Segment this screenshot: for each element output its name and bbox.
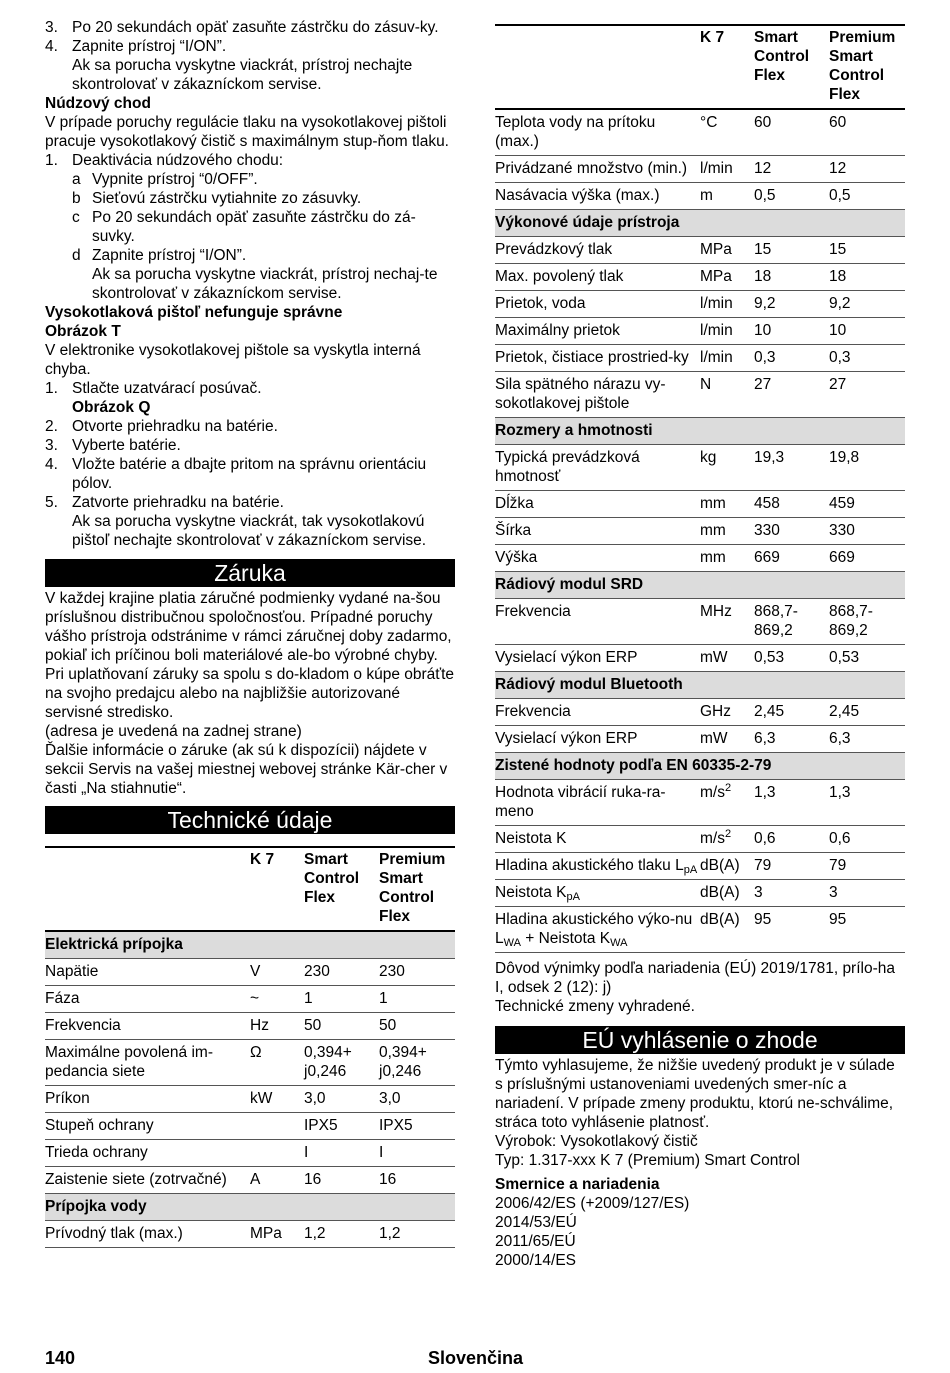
step-number: b — [72, 190, 81, 207]
step-number: c — [72, 209, 80, 226]
section-label: Rádiový modul SRD — [495, 572, 905, 599]
value-cell: 868,7- 869,2 — [829, 599, 905, 645]
list-item — [45, 18, 455, 37]
value-cell: IPX5 — [379, 1113, 455, 1140]
value-cell: 19,3 — [754, 445, 829, 491]
header-cell: K 7 — [700, 25, 754, 109]
param-cell: Frekvencia — [45, 1013, 250, 1040]
param-cell: Maximálne povolená im-pedancia siete — [45, 1040, 250, 1086]
step-number: 4. — [45, 456, 58, 473]
table-row — [495, 599, 905, 645]
value-cell: 18 — [829, 264, 905, 291]
param-cell: Hladina akustického tlaku $L_{pA}$ — [495, 853, 700, 880]
value-cell: 3,0 — [379, 1086, 455, 1113]
value-cell: 12 — [754, 156, 829, 183]
value-cell: 15 — [829, 237, 905, 264]
unit-cell: °C — [700, 109, 754, 156]
step-number: a — [72, 171, 81, 188]
value-cell: 669 — [829, 545, 905, 572]
table-row — [495, 445, 905, 491]
param-cell: Napätie — [45, 959, 250, 986]
directives-list — [495, 1194, 905, 1270]
table-section-row — [495, 753, 905, 780]
list-item — [45, 455, 455, 493]
unit-cell: $m/s^2$ — [700, 780, 754, 826]
value-cell: 1,2 — [379, 1221, 455, 1248]
value-cell: 458 — [754, 491, 829, 518]
param-cell: Neistota K — [495, 826, 700, 853]
value-cell: 15 — [754, 237, 829, 264]
table-section-row — [495, 572, 905, 599]
table-row — [45, 1040, 455, 1086]
list-item — [45, 37, 455, 56]
unit-cell: mW — [700, 645, 754, 672]
value-cell: 1,3 — [754, 780, 829, 826]
gun-text: V elektronike vysokotlakovej pištole sa vyskytla interná chyba. — [45, 342, 421, 378]
table-row — [495, 318, 905, 345]
value-cell: 9,2 — [829, 291, 905, 318]
value-cell: 12 — [829, 156, 905, 183]
header-cell: Smart Control Flex — [304, 847, 379, 931]
unit-cell: l/min — [700, 291, 754, 318]
step-number: 3. — [45, 437, 58, 454]
param-cell: Trieda ochrany — [45, 1140, 250, 1167]
product-line: Výrobok: Vysokotlakový čistič — [495, 1133, 698, 1150]
table-section-row — [45, 931, 455, 959]
unit-cell: MPa — [700, 264, 754, 291]
tech-heading: Technické údaje — [45, 806, 455, 834]
value-cell: 27 — [754, 372, 829, 418]
step-number: 1. — [45, 152, 58, 169]
value-cell: 0,394+ j0,246 — [379, 1040, 455, 1086]
param-cell: Typická prevádzková hmotnosť — [495, 445, 700, 491]
table-section-row — [495, 210, 905, 237]
value-cell: 60 — [829, 109, 905, 156]
directive-item: 2000/14/ES — [495, 1252, 577, 1269]
value-cell: 3 — [829, 880, 905, 907]
header-cell: Smart Control Flex — [754, 25, 829, 109]
value-cell: 18 — [754, 264, 829, 291]
value-cell: 1,2 — [304, 1221, 379, 1248]
param-cell: Stupeň ochrany — [45, 1113, 250, 1140]
value-cell: 60 — [754, 109, 829, 156]
section-label: Elektrická prípojka — [45, 931, 455, 959]
emergency-title: Núdzový chod — [45, 95, 151, 112]
param-cell: Hladina akustického výko-nu $L_{WA}$ + Neistota $K_{WA}$ — [495, 907, 700, 953]
table-row — [495, 372, 905, 418]
unit-cell: kW — [250, 1086, 304, 1113]
value-cell: 6,3 — [754, 726, 829, 753]
param-cell: Príkon — [45, 1086, 250, 1113]
value-cell: 0,3 — [754, 345, 829, 372]
intro-note: Ak sa porucha vyskytne viackrát, prístroj nechajte skontrolovať v zákazníckom servise. — [72, 57, 413, 93]
table-row — [45, 1221, 455, 1248]
gun-figure-q-label: Obrázok Q — [72, 399, 151, 416]
emergency-note: Ak sa porucha vyskytne viackrát, prístroj nechaj-te skontrolovať v zákazníckom servise. — [92, 266, 438, 302]
table-row — [45, 1113, 455, 1140]
param-cell: Prívodný tlak (max.) — [45, 1221, 250, 1248]
eu-text: Týmto vyhlasujeme, že nižšie uvedený produkt je v súlade s príslušnými ustanoveniami uvedených smer-níc a nariadení. V prípade zmeny produktu, ktorú ne-schválime, stráca toto vyhlásenie platnosť. — [495, 1057, 895, 1131]
value-cell: 459 — [829, 491, 905, 518]
unit-cell: MPa — [700, 237, 754, 264]
unit-cell: m — [700, 183, 754, 210]
table-row — [45, 1140, 455, 1167]
value-cell: 0,5 — [829, 183, 905, 210]
value-cell: 95 — [829, 907, 905, 953]
table-row — [45, 1086, 455, 1113]
param-cell: Neistota $K_{pA}$ — [495, 880, 700, 907]
step-text: Vyberte batérie. — [72, 437, 181, 454]
step-number: 1. — [45, 380, 58, 397]
value-cell: 50 — [304, 1013, 379, 1040]
unit-cell: kg — [700, 445, 754, 491]
param-cell: Prietok, voda — [495, 291, 700, 318]
step-text: Stlačte uzatvárací posúvač. — [72, 380, 262, 397]
gun-steps — [45, 417, 455, 512]
intro-steps — [45, 18, 455, 56]
header-cell: K 7 — [250, 847, 304, 931]
table-row — [45, 1167, 455, 1194]
step-text: Vložte batérie a dbajte pritom na správnu orientáciu pólov. — [72, 456, 427, 492]
directive-item: 2006/42/ES (+2009/127/ES) — [495, 1195, 690, 1212]
changes-note: Technické zmeny vyhradené. — [495, 998, 695, 1015]
list-item — [45, 246, 455, 265]
value-cell: 27 — [829, 372, 905, 418]
exemption-note: Dôvod výnimky podľa nariadenia (EÚ) 2019/1781, prílo-ha I, odsek 2 (12): j) — [495, 960, 895, 996]
table-row — [495, 545, 905, 572]
value-cell: 868,7- 869,2 — [754, 599, 829, 645]
value-cell: 50 — [379, 1013, 455, 1040]
table-row — [495, 237, 905, 264]
table-row — [495, 880, 905, 907]
value-cell: I — [304, 1140, 379, 1167]
value-cell: 0,3 — [829, 345, 905, 372]
unit-cell: l/min — [700, 318, 754, 345]
unit-cell: Hz — [250, 1013, 304, 1040]
unit-cell: $m/s^2$ — [700, 826, 754, 853]
value-cell: IPX5 — [304, 1113, 379, 1140]
table-header-row — [495, 25, 905, 109]
unit-cell — [250, 1140, 304, 1167]
param-cell: Zaistenie siete (zotrvačné) — [45, 1167, 250, 1194]
value-cell: 230 — [379, 959, 455, 986]
emergency-substeps — [45, 170, 455, 265]
value-cell: 1,3 — [829, 780, 905, 826]
unit-cell: V — [250, 959, 304, 986]
param-cell: Privádzané množstvo (min.) — [495, 156, 700, 183]
param-cell: Dĺžka — [495, 491, 700, 518]
table-row — [495, 780, 905, 826]
gun-step-1 — [45, 379, 455, 398]
param-cell: Výška — [495, 545, 700, 572]
section-label: Rádiový modul Bluetooth — [495, 672, 905, 699]
param-cell: Fáza — [45, 986, 250, 1013]
step-number: 3. — [45, 19, 58, 36]
param-cell: Prietok, čistiace prostried-ky — [495, 345, 700, 372]
warranty-address-note: (adresa je uvedená na zadnej strane) — [45, 723, 302, 740]
value-cell: I — [379, 1140, 455, 1167]
value-cell: 95 — [754, 907, 829, 953]
value-cell: 10 — [829, 318, 905, 345]
section-label: Prípojka vody — [45, 1194, 455, 1221]
left-column — [45, 18, 455, 1248]
step-text: Po 20 sekundách opäť zasuňte zástrčku do zásuv-ky. — [72, 19, 439, 36]
param-cell: Nasávacia výška (max.) — [495, 183, 700, 210]
type-line: Typ: 1.317-xxx K 7 (Premium) Smart Control — [495, 1152, 800, 1169]
table-row — [495, 345, 905, 372]
step-text: Otvorte priehradku na batérie. — [72, 418, 278, 435]
page-number: 140 — [45, 1348, 76, 1368]
header-cell: Premium Smart Control Flex — [379, 847, 455, 931]
table-row — [495, 264, 905, 291]
table-row — [495, 907, 905, 953]
param-cell: Maximálny prietok — [495, 318, 700, 345]
table-row — [495, 291, 905, 318]
table-row — [45, 1013, 455, 1040]
param-cell: Šírka — [495, 518, 700, 545]
unit-cell: dB(A) — [700, 880, 754, 907]
value-cell: 0,6 — [829, 826, 905, 853]
value-cell: 0,5 — [754, 183, 829, 210]
directive-item: 2014/53/EÚ — [495, 1214, 577, 1231]
table-header-row — [45, 847, 455, 931]
value-cell: 330 — [829, 518, 905, 545]
list-item — [45, 436, 455, 455]
unit-cell: ~ — [250, 986, 304, 1013]
value-cell: 19,8 — [829, 445, 905, 491]
table-row — [495, 109, 905, 156]
list-item — [45, 417, 455, 436]
unit-cell: MHz — [700, 599, 754, 645]
value-cell: 1 — [379, 986, 455, 1013]
table-section-row — [495, 418, 905, 445]
table-row — [495, 518, 905, 545]
value-cell: 79 — [829, 853, 905, 880]
step-text: Zatvorte priehradku na batérie. — [72, 494, 284, 511]
section-label: Výkonové údaje prístroja — [495, 210, 905, 237]
unit-cell: GHz — [700, 699, 754, 726]
step-number: 2. — [45, 418, 58, 435]
table-section-row — [45, 1194, 455, 1221]
unit-cell: dB(A) — [700, 907, 754, 953]
tech-table-right — [495, 24, 905, 953]
value-cell: 3 — [754, 880, 829, 907]
step-text: Vypnite prístroj “0/OFF”. — [92, 171, 258, 188]
warranty-more-info: Ďalšie informácie o záruke (ak sú k dispozícii) nájdete v sekcii Servis na vašej miestnej webovej stránke Kär-cher v časti „Na stiahnutie“. — [45, 742, 448, 797]
eu-heading: EÚ vyhlásenie o zhode — [495, 1026, 905, 1054]
tech-table-left — [45, 846, 455, 1248]
table-row — [495, 183, 905, 210]
footer-language: Slovenčina — [428, 1348, 524, 1368]
list-item — [45, 208, 455, 246]
value-cell: 330 — [754, 518, 829, 545]
unit-cell: mW — [700, 726, 754, 753]
unit-cell: l/min — [700, 156, 754, 183]
header-cell — [45, 847, 250, 931]
value-cell: 0,53 — [829, 645, 905, 672]
table-row — [495, 853, 905, 880]
param-cell: Max. povolený tlak — [495, 264, 700, 291]
emergency-step — [45, 151, 455, 170]
right-column — [495, 24, 905, 1270]
warranty-text: V každej krajine platia záručné podmienky vydané na-šou príslušnou distribučnou spoločnosťou. Prípadné poruchy vášho prístroja odstránime v rámci záručnej doby zadarmo, pokiaľ ich príčinou boli materiálové ale-bo výrobné chyby. Pri uplatňovaní záruky sa spolu s do-kladom o kúpe obráťte na svojho predajcu alebo na najbližšie autorizované servisné stredisko. — [45, 590, 455, 721]
emergency-text: V prípade poruchy regulácie tlaku na vysokotlakovej pištoli pracuje vysokotlakový čistič s maximálnym stup-ňom tlaku. — [45, 114, 449, 150]
gun-figure-label: Obrázok T — [45, 323, 121, 340]
value-cell: 16 — [379, 1167, 455, 1194]
step-text: Zapnite prístroj “I/ON”. — [72, 38, 227, 55]
step-text: Deaktivácia núdzového chodu: — [72, 152, 284, 169]
value-cell: 79 — [754, 853, 829, 880]
unit-cell: dB(A) — [700, 853, 754, 880]
table-row — [495, 491, 905, 518]
value-cell: 2,45 — [829, 699, 905, 726]
unit-cell: A — [250, 1167, 304, 1194]
param-cell: Sila spätného nárazu vy-sokotlakovej pištole — [495, 372, 700, 418]
step-text: Po 20 sekundách opäť zasuňte zástrčku do zá-suvky. — [92, 209, 416, 245]
table-row — [495, 699, 905, 726]
header-cell: Premium Smart Control Flex — [829, 25, 905, 109]
step-number: d — [72, 247, 81, 264]
param-cell: Hodnota vibrácií ruka-ra-meno — [495, 780, 700, 826]
gun-note: Ak sa porucha vyskytne viackrát, tak vysokotlakovú pištoľ nechajte skontrolovať v zákazníckom servise. — [72, 513, 427, 549]
value-cell: 669 — [754, 545, 829, 572]
table-row — [495, 156, 905, 183]
unit-cell: N — [700, 372, 754, 418]
unit-cell: mm — [700, 545, 754, 572]
step-text: Zapnite prístroj “I/ON”. — [92, 247, 247, 264]
directive-item: 2011/65/EÚ — [495, 1233, 576, 1250]
value-cell: 0,394+ j0,246 — [304, 1040, 379, 1086]
list-item — [45, 189, 455, 208]
step-number: 5. — [45, 494, 58, 511]
section-label: Zistené hodnoty podľa EN 60335-2-79 — [495, 753, 905, 780]
unit-cell: l/min — [700, 345, 754, 372]
unit-cell: mm — [700, 518, 754, 545]
unit-cell: mm — [700, 491, 754, 518]
step-number: 4. — [45, 38, 58, 55]
param-cell: Vysielací výkon ERP — [495, 645, 700, 672]
unit-cell: Ω — [250, 1040, 304, 1086]
value-cell: 1 — [304, 986, 379, 1013]
table-section-row — [495, 672, 905, 699]
table-row — [495, 826, 905, 853]
value-cell: 3,0 — [304, 1086, 379, 1113]
gun-title: Vysokotlaková pištoľ nefunguje správne — [45, 304, 343, 321]
value-cell: 2,45 — [754, 699, 829, 726]
value-cell: 10 — [754, 318, 829, 345]
table-row — [495, 645, 905, 672]
param-cell: Frekvencia — [495, 699, 700, 726]
step-text: Sieťovú zástrčku vytiahnite zo zásuvky. — [92, 190, 362, 207]
value-cell: 230 — [304, 959, 379, 986]
directives-title: Smernice a nariadenia — [495, 1176, 660, 1193]
section-label: Rozmery a hmotnosti — [495, 418, 905, 445]
value-cell: 0,53 — [754, 645, 829, 672]
value-cell: 0,6 — [754, 826, 829, 853]
param-cell: Teplota vody na prítoku (max.) — [495, 109, 700, 156]
table-row — [45, 986, 455, 1013]
table-row — [495, 726, 905, 753]
value-cell: 6,3 — [829, 726, 905, 753]
unit-cell — [250, 1113, 304, 1140]
param-cell: Prevádzkový tlak — [495, 237, 700, 264]
value-cell: 16 — [304, 1167, 379, 1194]
param-cell: Vysielací výkon ERP — [495, 726, 700, 753]
warranty-heading: Záruka — [45, 559, 455, 587]
header-cell — [495, 25, 700, 109]
list-item — [45, 170, 455, 189]
value-cell: 9,2 — [754, 291, 829, 318]
table-row — [45, 959, 455, 986]
param-cell: Frekvencia — [495, 599, 700, 645]
unit-cell: MPa — [250, 1221, 304, 1248]
list-item — [45, 493, 455, 512]
